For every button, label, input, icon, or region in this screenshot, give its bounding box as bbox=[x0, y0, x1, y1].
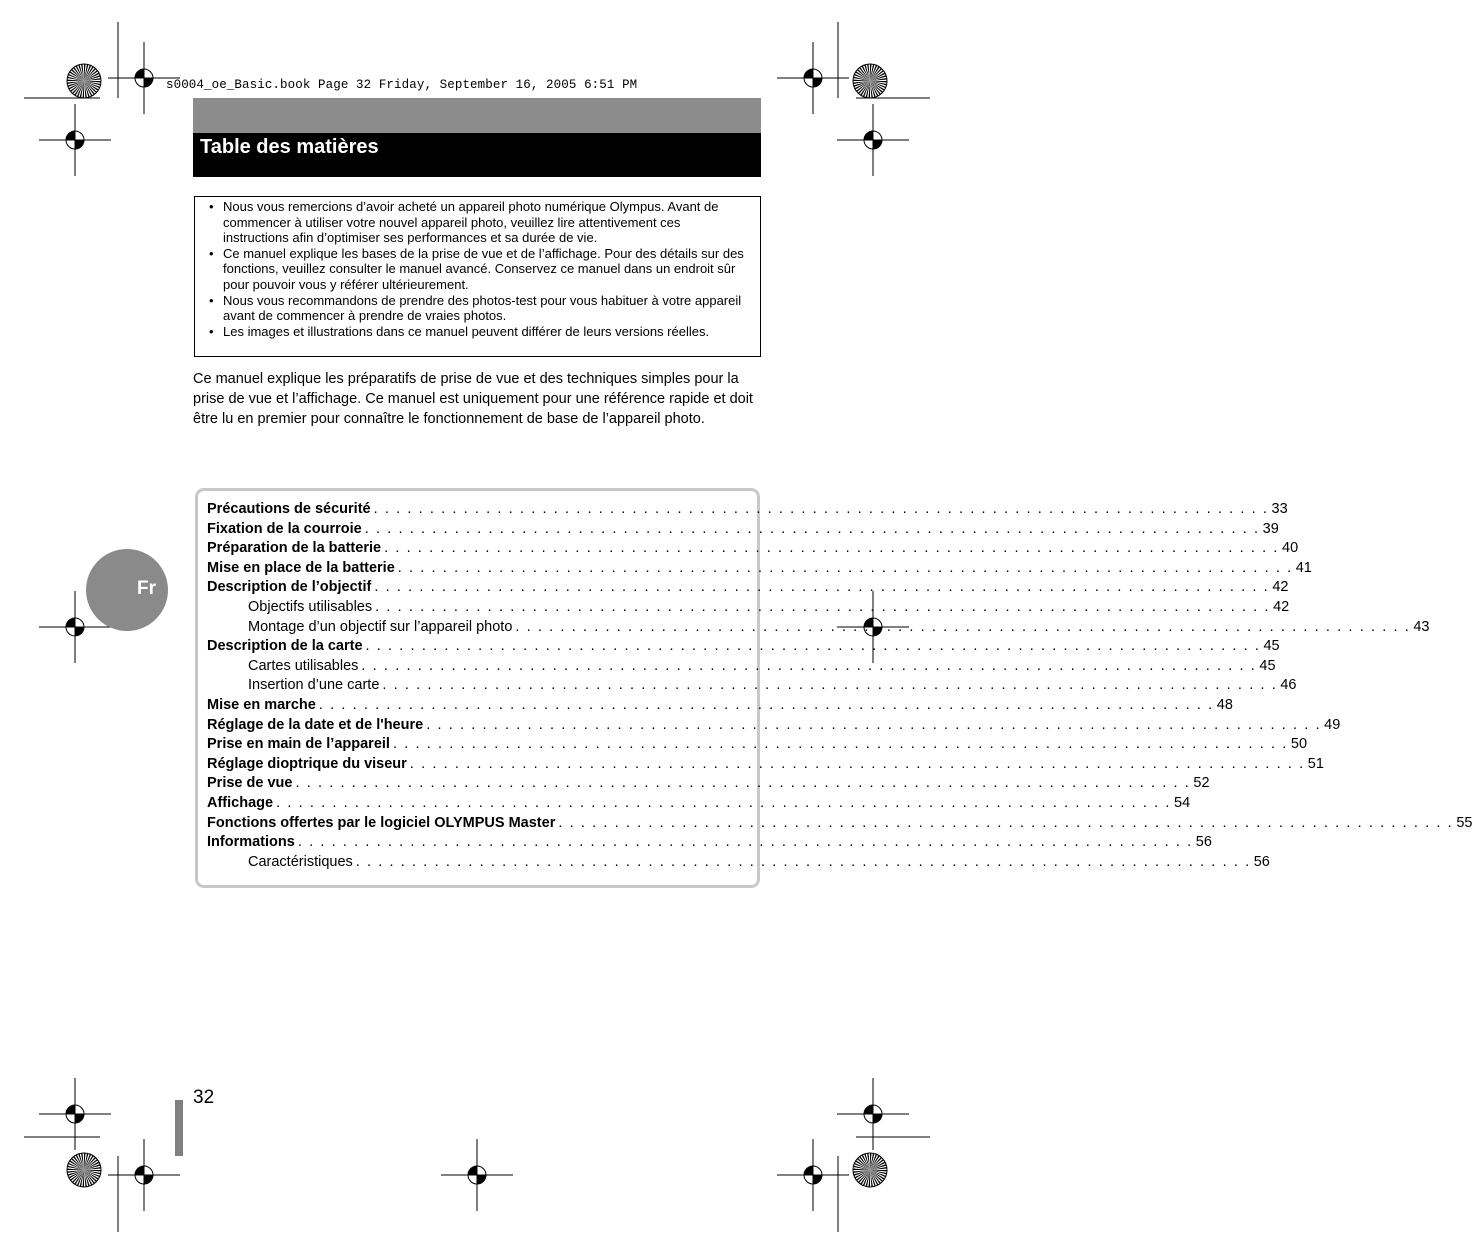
bullet-icon: • bbox=[209, 245, 214, 261]
toc-entry-title: Fonctions offertes par le logiciel OLYMPUS Master bbox=[207, 814, 556, 831]
toc-entry-page: 56 bbox=[1253, 853, 1270, 870]
toc-leader-dots: . . . . . . . . . . . . . . . . . . . . . . . . . . . . . . . . . . . . . . . . . . . . . . . . . . . . . . . . . . . . . . . . . . . . . . . . . . . . . . . . bbox=[295, 775, 1191, 792]
toc-entry-title: Mise en marche bbox=[207, 697, 316, 713]
toc-entry bbox=[248, 676, 1297, 696]
toc-entry-title: Réglage de la date et de l'heure bbox=[207, 716, 424, 733]
toc-entry-page: 51 bbox=[1307, 755, 1324, 772]
toc-entry-title: Mise en place de la batterie bbox=[207, 559, 395, 576]
toc-entry bbox=[207, 833, 1212, 853]
toc-leader-dots: . . . . . . . . . . . . . . . . . . . . . . . . . . . . . . . . . . . . . . . . . . . . . . . . . . . . . . . . . . . . . . . . . . . . . . . . . . . . . . . . bbox=[297, 834, 1193, 851]
page-title: Table des matières bbox=[200, 136, 379, 158]
toc-entry bbox=[207, 637, 1280, 657]
toc-entry bbox=[248, 618, 1430, 638]
toc-entry-title: Préparation de la batterie bbox=[207, 540, 382, 557]
toc-entry-page: 55 bbox=[1456, 814, 1472, 831]
intro-bullet-item: • Ce manuel explique les bases de la prise de vue et de l’affichage. Pour des détails sur des fonctions, veuillez consulter le manuel avancé. Conservez ce manuel dans un endroit sûr pour pouvoir vous y référer ultérieurement. bbox=[209, 245, 744, 292]
toc-entry-title: Description de l’objectif bbox=[207, 579, 372, 596]
toc-entry bbox=[207, 774, 1210, 794]
toc-leader-dots: . . . . . . . . . . . . . . . . . . . . . . . . . . . . . . . . . . . . . . . . . . . . . . . . . . . . . . . . . . . . . . . . . . . . . . . . . . . . . . . . bbox=[318, 697, 1214, 713]
toc-entry-title: Objectifs utilisables bbox=[248, 599, 373, 615]
toc-entry bbox=[248, 598, 1290, 618]
intro-bullet-item: • Nous vous remercions d’avoir acheté un appareil photo numérique Olympus. Avant de commencer à utiliser votre nouvel appareil photo, veuillez lire attentivement ces instructions afin d’optimiser ses performances et sa durée de vie. bbox=[209, 199, 719, 246]
page-number-bar bbox=[175, 1100, 183, 1156]
toc-leader-dots: . . . . . . . . . . . . . . . . . . . . . . . . . . . . . . . . . . . . . . . . . . . . . . . . . . . . . . . . . . . . . . . . . . . . . . . . . . . . . . . . bbox=[355, 853, 1251, 870]
toc-entry bbox=[207, 735, 1308, 755]
intro-bullet-item: • Nous vous recommandons de prendre des photos-test pour vous habituer à votre appareil avant de commencer à prendre de vraies photos. bbox=[209, 292, 742, 324]
toc-entry bbox=[207, 755, 1324, 775]
toc-leader-dots: . . . . . . . . . . . . . . . . . . . . . . . . . . . . . . . . . . . . . . . . . . . . . . . . . . . . . . . . . . . . . . . . . . . . . . . . . . . . . . . . bbox=[384, 540, 1280, 557]
toc-entry-page: 56 bbox=[1195, 834, 1212, 851]
toc-entry-page: 49 bbox=[1324, 716, 1341, 733]
toc-entry-page: 45 bbox=[1259, 657, 1276, 674]
toc-leader-dots: . . . . . . . . . . . . . . . . . . . . . . . . . . . . . . . . . . . . . . . . . . . . . . . . . . . . . . . . . . . . . . . . . . . . . . . . . . . . . . . . bbox=[409, 755, 1305, 772]
toc-leader-dots: . . . . . . . . . . . . . . . . . . . . . . . . . . . . . . . . . . . . . . . . . . . . . . . . . . . . . . . . . . . . . . . . . . . . . . . . . . . . . . . . bbox=[515, 618, 1411, 635]
toc-leader-dots: . . . . . . . . . . . . . . . . . . . . . . . . . . . . . . . . . . . . . . . . . . . . . . . . . . . . . . . . . . . . . . . . . . . . . . . . . . . . . . . . bbox=[364, 520, 1260, 537]
bullet-icon: • bbox=[209, 323, 214, 339]
toc-entry-page: 42 bbox=[1272, 579, 1289, 596]
toc-entry bbox=[207, 716, 1341, 736]
toc-entry-title: Cartes utilisables bbox=[248, 657, 359, 674]
toc-leader-dots: . . . . . . . . . . . . . . . . . . . . . . . . . . . . . . . . . . . . . . . . . . . . . . . . . . . . . . . . . . . . . . . . . . . . . . . . . . . . . . . . bbox=[365, 638, 1261, 655]
toc-entry-page: 45 bbox=[1263, 638, 1280, 655]
toc-entry-page: 50 bbox=[1290, 736, 1308, 753]
toc-entry bbox=[207, 814, 1472, 834]
toc-entry-page: 42 bbox=[1273, 599, 1290, 615]
title-bar-top bbox=[193, 98, 761, 133]
toc-entry-title: Informations bbox=[207, 834, 295, 851]
toc-entry-page: 39 bbox=[1262, 520, 1279, 537]
toc-entry-page: 40 bbox=[1282, 540, 1299, 557]
toc-leader-dots: . . . . . . . . . . . . . . . . . . . . . . . . . . . . . . . . . . . . . . . . . . . . . . . . . . . . . . . . . . . . . . . . . . . . . . . . . . . . . . . . bbox=[558, 814, 1454, 831]
toc-entry bbox=[207, 578, 1289, 598]
toc-entry-title: Prise de vue bbox=[207, 775, 293, 792]
toc-leader-dots: . . . . . . . . . . . . . . . . . . . . . . . . . . . . . . . . . . . . . . . . . . . . . . . . . . . . . . . . . . . . . . . . . . . . . . . . . . . . . . . . bbox=[392, 736, 1288, 753]
intro-bullet-item: • Les images et illustrations dans ce manuel peuvent différer de leurs versions réelles. bbox=[209, 323, 710, 339]
language-tab-label: Fr bbox=[137, 578, 156, 599]
toc-entry-title: Fixation de la courroie bbox=[207, 520, 362, 537]
toc-leader-dots: . . . . . . . . . . . . . . . . . . . . . . . . . . . . . . . . . . . . . . . . . . . . . . . . . . . . . . . . . . . . . . . . . . . . . . . . . . . . . . . . bbox=[426, 716, 1322, 733]
toc-entry-page: 52 bbox=[1193, 775, 1210, 792]
toc-entry-page: 46 bbox=[1280, 677, 1297, 694]
toc-leader-dots: . . . . . . . . . . . . . . . . . . . . . . . . . . . . . . . . . . . . . . . . . . . . . . . . . . . . . . . . . . . . . . . . . . . . . . . . . . . . . . . . bbox=[373, 501, 1269, 517]
toc-entry-title: Caractéristiques bbox=[248, 853, 353, 870]
toc-leader-dots: . . . . . . . . . . . . . . . . . . . . . . . . . . . . . . . . . . . . . . . . . . . . . . . . . . . . . . . . . . . . . . . . . . . . . . . . . . . . . . . . bbox=[374, 579, 1270, 596]
toc-entry bbox=[207, 520, 1279, 540]
book-file-header: s0004_oe_Basic.book Page 32 Friday, September 16, 2005 6:51 PM bbox=[166, 78, 638, 92]
toc-entry-page: 41 bbox=[1295, 559, 1312, 576]
manual-description: Ce manuel explique les préparatifs de prise de vue et des techniques simples pour la prise de vue et l’affichage. Ce manuel est uniquement pour une référence rapide et doit être lu en premier pour connaître le fonctionnement de base de l’appareil photo. bbox=[193, 371, 753, 427]
toc-leader-dots: . . . . . . . . . . . . . . . . . . . . . . . . . . . . . . . . . . . . . . . . . . . . . . . . . . . . . . . . . . . . . . . . . . . . . . . . . . . . . . . . bbox=[397, 559, 1293, 576]
page-number: 32 bbox=[193, 1087, 215, 1108]
toc-entry-title: Affichage bbox=[207, 795, 274, 811]
bullet-icon: • bbox=[209, 292, 214, 308]
toc-entry bbox=[248, 853, 1270, 873]
toc-leader-dots: . . . . . . . . . . . . . . . . . . . . . . . . . . . . . . . . . . . . . . . . . . . . . . . . . . . . . . . . . . . . . . . . . . . . . . . . . . . . . . . . bbox=[382, 677, 1278, 694]
toc-entry bbox=[207, 794, 1191, 814]
toc-leader-dots: . . . . . . . . . . . . . . . . . . . . . . . . . . . . . . . . . . . . . . . . . . . . . . . . . . . . . . . . . . . . . . . . . . . . . . . . . . . . . . . . bbox=[375, 599, 1271, 615]
bullet-icon: • bbox=[209, 199, 214, 214]
toc-entry-page: 33 bbox=[1271, 501, 1288, 517]
toc-leader-dots: . . . . . . . . . . . . . . . . . . . . . . . . . . . . . . . . . . . . . . . . . . . . . . . . . . . . . . . . . . . . . . . . . . . . . . . . . . . . . . . . bbox=[276, 795, 1172, 811]
toc-entry-title: Réglage dioptrique du viseur bbox=[207, 755, 407, 772]
toc-entry bbox=[207, 539, 1299, 559]
toc-entry-title: Prise en main de l’appareil bbox=[207, 736, 390, 753]
toc-entry bbox=[207, 559, 1312, 579]
toc-entry-title: Précautions de sécurité bbox=[207, 501, 371, 517]
toc-leader-dots: . . . . . . . . . . . . . . . . . . . . . . . . . . . . . . . . . . . . . . . . . . . . . . . . . . . . . . . . . . . . . . . . . . . . . . . . . . . . . . . . bbox=[361, 657, 1257, 674]
toc-entry bbox=[207, 500, 1288, 520]
toc-entry-page: 54 bbox=[1174, 795, 1191, 811]
toc-entry-title: Montage d’un objectif sur l’appareil photo bbox=[248, 618, 513, 635]
toc-entry bbox=[248, 657, 1276, 677]
toc-entry-page: 43 bbox=[1413, 618, 1430, 635]
toc-entry-title: Insertion d’une carte bbox=[248, 677, 380, 694]
intro-bullet-list bbox=[209, 199, 749, 339]
toc-entry-title: Description de la carte bbox=[207, 638, 363, 655]
toc-entry-page: 48 bbox=[1216, 697, 1233, 713]
toc-entry bbox=[207, 696, 1233, 716]
